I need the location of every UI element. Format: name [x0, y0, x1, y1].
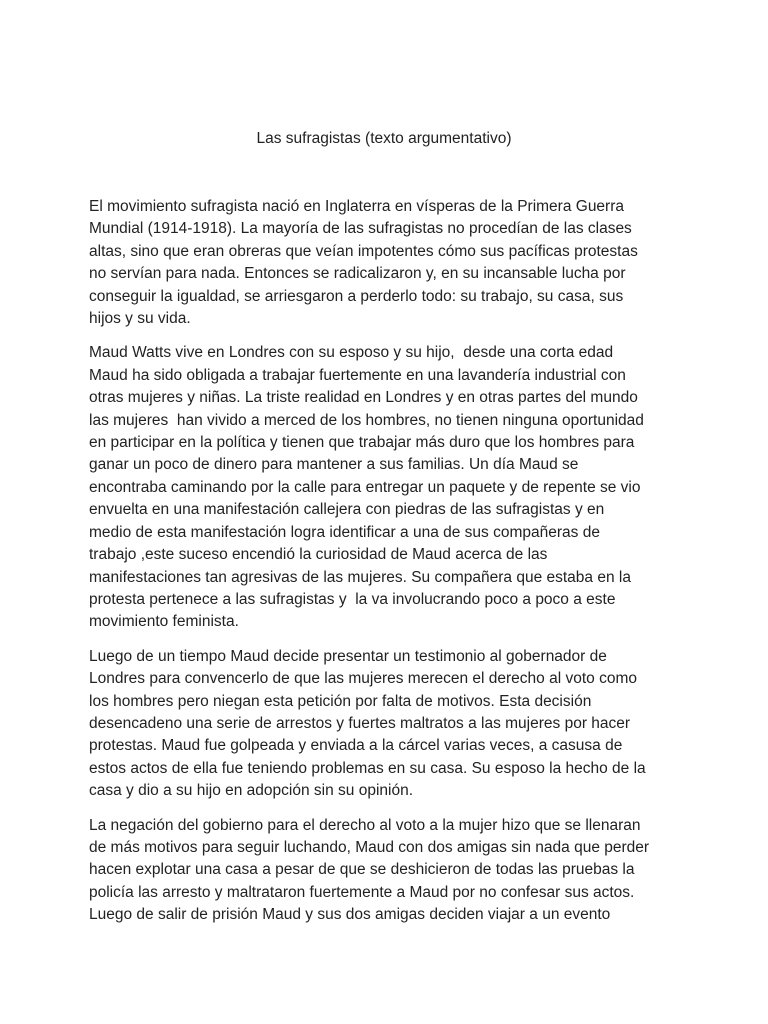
text-line: encontraba caminando por la calle para entregar un paquete y de repente se vio [89, 478, 641, 496]
text-line: Luego de un tiempo Maud decide presentar un testimonio al gobernador de [89, 647, 607, 665]
text-line: otras mujeres y niñas. La triste realidad en Londres y en otras partes del mundo [89, 389, 638, 407]
text-line: hijos y su vida. [89, 310, 191, 328]
text-line: Maud ha sido obligada a trabajar fuertemente en una lavandería industrial con [89, 366, 626, 384]
text-line: movimiento feminista. [89, 613, 239, 631]
text-line: casa y dio a su hijo en adopción sin su opinión. [89, 782, 413, 800]
text-line: La negación del gobierno para el derecho al voto a la mujer hizo que se llenaran [89, 816, 641, 834]
text-line: en participar en la política y tienen que trabajar más duro que los hombres para [89, 434, 635, 452]
text-line: protesta pertenece a las sufragistas y la va involucrando poco a poco a este [89, 590, 616, 608]
text-line: ganar un poco de dinero para mantener a sus familias. Un día Maud se [89, 456, 579, 474]
paragraph-3 [89, 646, 689, 803]
text-line: las mujeres han vivido a merced de los hombres, no tienen ninguna oportunidad [89, 411, 644, 429]
text-line: trabajo ,este suceso encendió la curiosidad de Maud acerca de las [89, 546, 548, 564]
text-line: Mundial (1914-1918). La mayoría de las sufragistas no procedían de las clases [89, 220, 632, 238]
text-line: policía las arresto y maltrataron fuertemente a Maud por no confesar sus actos. [89, 883, 635, 901]
text-line: Maud Watts vive en Londres con su esposo y su hijo, desde una corta edad [89, 344, 614, 362]
text-line: manifestaciones tan agresivas de las mujeres. Su compañera que estaba en la [89, 568, 631, 586]
document-body [89, 196, 689, 939]
paragraph-1 [89, 196, 689, 330]
text-line: desencadeno una serie de arrestos y fuertes maltratos a las mujeres por hacer [89, 714, 631, 732]
paragraph-4 [89, 815, 689, 927]
text-line: medio de esta manifestación logra identificar a una de sus compañeras de [89, 523, 600, 541]
text-line: hacen explotar una casa a pesar de que se deshicieron de todas las pruebas la [89, 861, 635, 879]
text-line: no servían para nada. Entonces se radicalizaron y, en su incansable lucha por [89, 265, 626, 283]
paragraph-2 [89, 342, 689, 633]
text-line: altas, sino que eran obreras que veían impotentes cómo sus pacíficas protestas [89, 242, 638, 260]
text-line: envuelta en una manifestación callejera con piedras de las sufragistas y en [89, 501, 605, 519]
text-line: los hombres pero niegan esta petición por falta de motivos. Esta decisión [89, 692, 592, 710]
text-line: protestas. Maud fue golpeada y enviada a la cárcel varias veces, a casusa de [89, 737, 623, 755]
text-line: de más motivos para seguir luchando, Maud con dos amigas sin nada que perder [89, 838, 650, 856]
text-line: conseguir la igualdad, se arriesgaron a perderlo todo: su trabajo, su casa, sus [89, 287, 624, 305]
document-title: Las sufragistas (texto argumentativo) [256, 130, 512, 147]
text-line: El movimiento sufragista nació en Inglaterra en vísperas de la Primera Guerra [89, 198, 624, 215]
text-line: estos actos de ella fue teniendo problemas en su casa. Su esposo la hecho de la [89, 759, 646, 777]
text-line: Luego de salir de prisión Maud y sus dos amigas deciden viajar a un evento [89, 906, 611, 924]
text-line: Londres para convencerlo de que las mujeres merecen el derecho al voto como [89, 670, 637, 688]
